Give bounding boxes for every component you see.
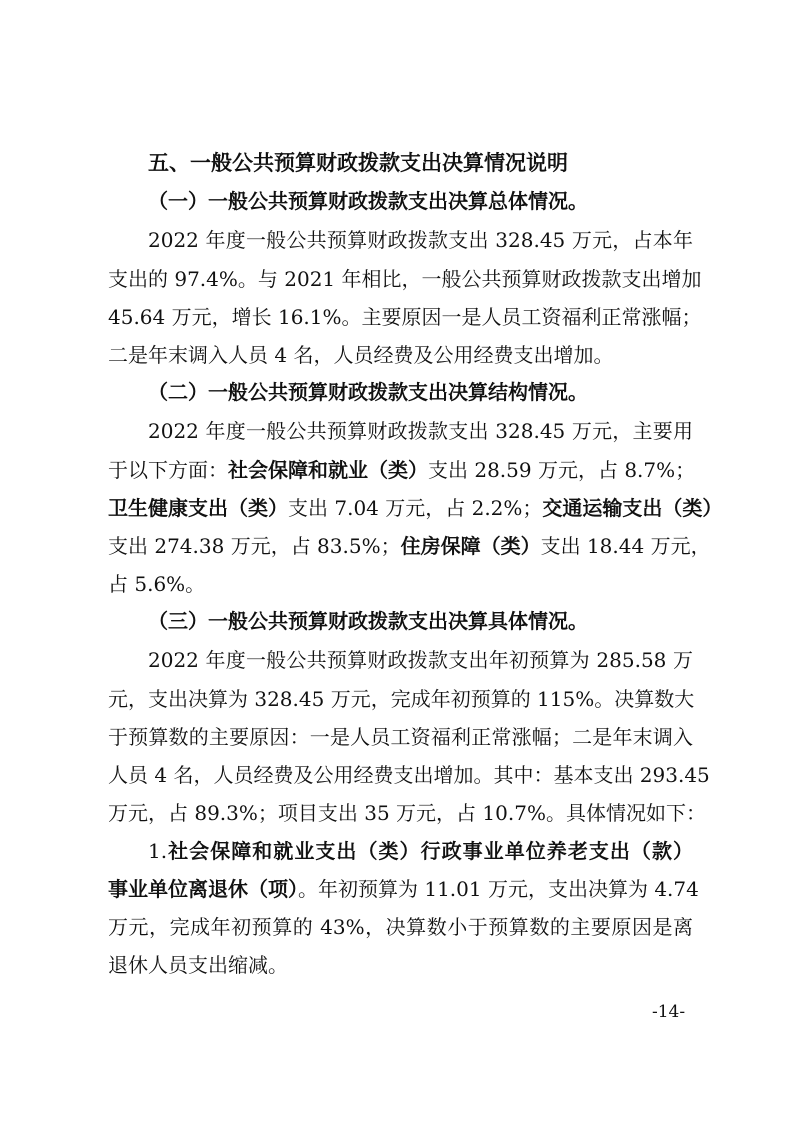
paragraph-line: 万元，占 89.3%；项目支出 35 万元，占 10.7%。具体情况如下：: [108, 801, 706, 825]
paragraph-line: 退休人员支出缩减。: [108, 953, 288, 977]
paragraph-line: 于以下方面：社会保障和就业（类）支出 28.59 万元，占 8.7%；: [108, 458, 696, 482]
paragraph-line: 万元，完成年初预算的 43%，决算数小于预算数的主要原因是离: [108, 915, 693, 939]
subsection-heading-3: （三）一般公共预算财政拨款支出决算具体情况。: [148, 609, 588, 633]
paragraph-line: 45.64 万元，增长 16.1%。主要原因一是人员工资福利正常涨幅；: [108, 305, 702, 329]
section-title: 五、一般公共预算财政拨款支出决算情况说明: [148, 151, 568, 175]
paragraph-line: 二是年末调入人员 4 名，人员经费及公用经费支出增加。: [108, 343, 614, 367]
paragraph-line: 人员 4 名，人员经费及公用经费支出增加。其中：基本支出 293.45: [108, 763, 710, 787]
paragraph-line: 支出 274.38 万元，占 83.5%；住房保障（类）支出 18.44 万元，: [108, 534, 711, 558]
subsection-heading-1: （一）一般公共预算财政拨款支出决算总体情况。: [148, 189, 588, 213]
subsection-heading-2: （二）一般公共预算财政拨款支出决算结构情况。: [148, 380, 588, 404]
list-item-heading: 1.社会保障和就业支出（类）行政事业单位养老支出（款）: [148, 839, 693, 863]
paragraph-line: 事业单位离退休（项）。年初预算为 11.01 万元，支出决算为 4.74: [108, 877, 699, 901]
paragraph-line: 支出的 97.4%。与 2021 年相比，一般公共预算财政拨款支出增加: [108, 267, 702, 291]
paragraph-line: 于预算数的主要原因：一是人员工资福利正常涨幅；二是年末调入: [108, 725, 693, 749]
paragraph-line: 2022 年度一般公共预算财政拨款支出 328.45 万元，主要用: [148, 419, 693, 443]
paragraph-line: 卫生健康支出（类）支出 7.04 万元，占 2.2%；交通运输支出（类）: [108, 496, 723, 520]
paragraph-line: 元，支出决算为 328.45 万元，完成年初预算的 115%。决算数大: [108, 687, 695, 711]
paragraph-line: 2022 年度一般公共预算财政拨款支出 328.45 万元，占本年: [148, 228, 693, 252]
page-number: -14-: [652, 1002, 686, 1022]
paragraph-line: 占 5.6%。: [108, 572, 206, 596]
paragraph-line: 2022 年度一般公共预算财政拨款支出年初预算为 285.58 万: [148, 648, 693, 672]
